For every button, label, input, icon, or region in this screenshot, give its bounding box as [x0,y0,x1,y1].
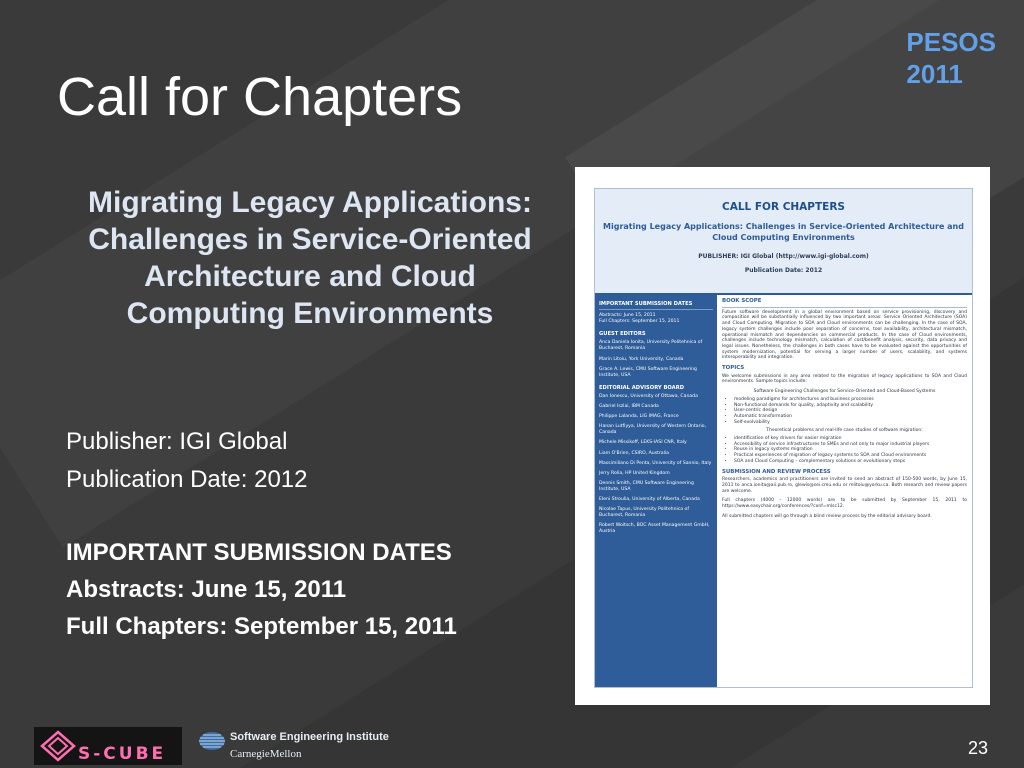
flyer-header [595,189,972,295]
flyer-scope-heading: BOOK SCOPE [722,299,967,308]
flyer-topics-intro: We welcome submissions in any area related to the migration of legacy applications to SOA and Cloud environments. Sample topics include: [722,373,967,385]
flyer-image [575,167,990,705]
flyer-editors-heading: GUEST EDITORS [599,331,646,338]
flyer-sidebar [595,295,717,687]
flyer-board-member: Massimiliano Di Penta, University of Sannio, Italy [599,460,712,466]
flyer-heading: CALL FOR CHAPTERS [721,201,845,213]
publication-info [66,423,308,499]
flyer-subtitle: Migrating Legacy Applications: Challenges in Service-Oriented Architecture and Cloud Computing Environments [603,222,964,242]
flyer-topic: • identification of key drivers for easier migration [734,436,967,442]
flyer-process-text: Full chapters (4000 - 12000 words) are to be submitted by September 15, 2011 to https://www.easychair.org/conferences/?conf=mlsc12. [722,498,967,510]
flyer-board-member: Jerry Rolia, HP United Kingdom [599,470,670,476]
flyer-editor: Marin Litoiu, York University, Canada [599,356,684,362]
flyer-board-member: Liam O'Brien, CSIRO, Australia [599,450,669,456]
sei-title: Software Engineering Institute [230,731,389,743]
scube-logo [34,727,182,765]
flyer-topic: • Non-functional demands for quality, adaptivity and scalability [734,403,967,409]
flyer-board-member: Nicolae Tapus, University Politehnica of Bucharest, Romania [599,507,689,519]
flyer-topic: • Accessibility of service infrastructures to SMEs and not only to major industrial players [734,442,967,448]
flyer-topics-subheading: Theoretical problems and real-life case studies of software migration: [766,428,923,434]
brand-line-2: 2011 [906,59,963,89]
flyer-process-heading: SUBMISSION AND REVIEW PROCESS [722,468,831,475]
flyer-date-line: Abstracts: June 15, 2011 [599,313,656,319]
sei-globe-icon [198,730,226,752]
flyer-board-heading: EDITORIAL ADVISORY BOARD [599,384,685,391]
flyer-board-member: Gabriel Iszlai, IBM Canada [599,404,659,410]
dates-heading: IMPORTANT SUBMISSION DATES [66,539,452,566]
flyer-board-member: Dan Ionescu, University of Ottawa, Canada [599,393,698,399]
flyer-pubdate: Publication Date: 2012 [744,267,823,274]
flyer-board-member: Dennis Smith, CMU Software Engineering Institute, USA [599,480,694,492]
scube-mark-icon [39,730,77,762]
flyer-topic: • Self-evolvability [734,420,967,426]
abstracts-date: Abstracts: June 15, 2011 [66,576,347,603]
flyer-topic: • SOA and Cloud Computing – complementary solutions or evolutionary steps [734,459,967,465]
flyer-scope-text: Future software development in a global environment based on service provisioning, discovery and composition will be substantially influenced by two important areas: Service Oriented Architecture (SOA) and Cloud Computing. Migration to SOA and Cloud environments can be challenging. In the case of SOA, legacy system challenges include poor separation of concerns, tool availability, architectural mismatch, operational mismatch and dependencies on commercial products. In the case of Cloud environments, challenges include technology mismatch, calculation of cost/benefit analysis, security, data privacy and legal issues. Nonetheless, the challenges in both cases have to be evaluated against the opportunities of system modernization, potential for serving a larger number of users, scalability, and systems interoperability and integration. [722,309,967,361]
flyer-topics-subheading: Software Engineering Challenges for Service-Oriented and Cloud-Based Systems [753,389,936,395]
book-title: Migrating Legacy Applications: Challenges in Service-Oriented Architecture and Cloud Computing Environments [88,186,532,330]
flyer-date-line: Full Chapters: September 15, 2011 [599,319,680,325]
flyer-main [717,295,972,687]
flyer-topic: • Practical experiences of migration of legacy systems to SOA and Cloud environments [734,453,967,459]
publication-date: Publication Date: 2012 [66,466,308,493]
flyer-board-member: Eleni Stroulia, University of Alberta, Canada [599,496,700,502]
flyer-topic: • User-centric design [734,408,967,414]
submission-dates [66,534,457,645]
flyer-board-member: Philippe Lalanda, LIG IMAG, France [599,414,679,420]
publisher: Publisher: IGI Global [66,428,288,455]
scube-logo-text: S-CUBE [78,744,167,764]
sei-subtitle: CarnegieMellon [230,748,302,760]
flyer-topics-list [734,436,967,465]
flyer-topic: • modeling paradigms for architectures and business processes [734,397,967,403]
flyer-board-member: Hanan Lutfiyya, University of Western Ontario, Canada [599,424,707,436]
flyer-editor: Grace A. Lewis, CMU Software Engineering Institute, USA [599,366,697,378]
brand-line-1: PESOS [906,27,996,57]
flyer-board-member: Robert Woitsch, BOC Asset Management GmbH, Austria [599,523,710,535]
conference-brand [906,26,996,90]
flyer-editor: Anca Daniela Ionita, University Politehnica of Bucharest, Romania [599,340,703,352]
flyer-topic: • Automatic transformation [734,414,967,420]
flyer-topic: • Reuse in legacy systems migration [734,447,967,453]
flyer-process-text: All submitted chapters will go through a blind review process by the editorial advisory board. [722,513,932,519]
flyer-process-text: Researchers, academics and practitioners are invited to send an abstract of 150-500 words, by June 15, 2011 to anca.ionita@aii.pub.ro, glewis@sei.cmu.edu or mlitoiu@yorku.ca. Both research and review papers are welcome. [722,477,967,494]
slide-title: Call for Chapters [57,67,463,127]
flyer-publisher: PUBLISHER: IGI Global (http://www.igi-global.com) [698,253,869,260]
flyer-topics-heading: TOPICS [722,365,745,372]
flyer-topics-list [734,397,967,426]
page-number: 23 [967,738,988,758]
flyer-dates-heading: IMPORTANT SUBMISSION DATES [599,301,713,310]
full-chapters-date: Full Chapters: September 15, 2011 [66,613,457,640]
flyer-board-member: Michele Missikoff, LEKS-IASI CNR, Italy [599,440,687,446]
